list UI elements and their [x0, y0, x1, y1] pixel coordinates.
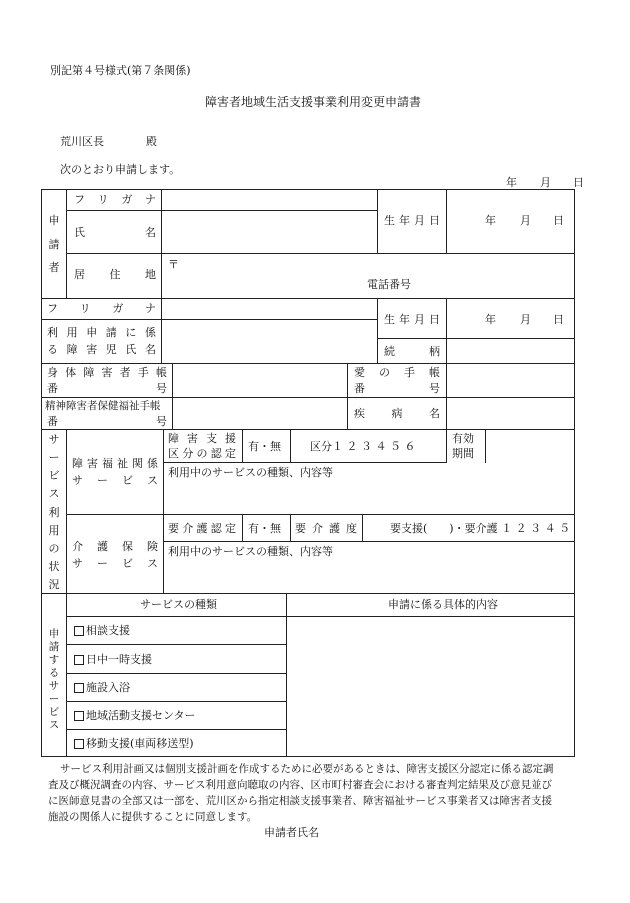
applicant-furigana-label: フ リ ガ ナ [74, 193, 156, 206]
service-item[interactable]: 日中一時支援 [74, 653, 152, 666]
consent-line-2: 査及び概況調査の内容、サービス利用意向聴取の内容、区市町村審査会における審査判定結果及び意見並び [48, 779, 552, 791]
request-detail-header: 申請に係る具体的内容 [388, 598, 498, 611]
valid-period-label-line1: 有効 [452, 432, 474, 445]
checkbox-icon[interactable] [74, 626, 84, 636]
care-level-label: 要 介 護 度 [295, 522, 357, 535]
child-furigana-label: フ リ ガ ナ [47, 302, 156, 315]
applicant-side-label: 申 請 者 [48, 214, 60, 274]
child-birth-year: 年 [485, 313, 496, 326]
relationship-label: 続 柄 [384, 345, 440, 358]
care-cert-label: 要 介 護 認 定 [168, 522, 236, 535]
addressee: 荒川区長 [60, 135, 104, 148]
valid-period-label-line2: 期間 [452, 447, 474, 460]
child-birth-label: 生 年 月 日 [384, 313, 440, 326]
welfare-service-label-line2: サ ー ビ ス [72, 474, 158, 487]
honorific: 殿 [146, 135, 157, 148]
applicant-birth-day: 日 [553, 214, 564, 227]
consent-line-3: に医師意見書の全部又は一部を、荒川区から指定相談支援事業者、障害福祉サービス事業者又は障害者支援 [48, 795, 552, 807]
mental-card-label-line1: 精神障害者保健福祉手帳 [45, 400, 161, 412]
child-name-label-line2: る 障 害 児 氏 名 [47, 343, 156, 356]
phone-label: 電話番号 [367, 278, 411, 291]
service-item[interactable]: 施設入浴 [74, 681, 130, 694]
applicant-name-label: 氏 名 [74, 226, 156, 239]
consent-line-4: 施設の関係人に提供することに同意します。 [48, 811, 258, 823]
support-cert-label-line2: 区 分 の 認 定 [168, 447, 236, 460]
service-item[interactable]: 相談支援 [74, 624, 130, 637]
welfare-in-use-label: 利用中のサービスの種類、内容等 [168, 466, 333, 479]
checkbox-icon[interactable] [74, 683, 84, 693]
checkbox-icon[interactable] [74, 655, 84, 665]
consent-line-1: サービス利用計画又は個別支援計画を作成するために必要があるときは、障害支援区分認定に係る認定調 [60, 763, 554, 775]
checkbox-icon[interactable] [74, 711, 84, 721]
applicant-address-label: 居 住 地 [74, 268, 156, 281]
support-category-options[interactable]: 区分１ ２ ３ ４ ５ ６ [310, 440, 416, 453]
ai-card-label-line1: 愛 の 手 帳 [354, 366, 440, 379]
service-item[interactable]: 地域活動支援センター [74, 709, 196, 722]
intro-text: 次のとおり申請します。 [60, 163, 181, 176]
support-cert-label-line1: 障 害 支 援 [168, 432, 236, 445]
child-birth-day: 日 [553, 313, 564, 326]
usage-side-label: サ ー ビ ス 利 用 の 状 況 [48, 433, 60, 591]
ai-card-label-line2: 番 号 [354, 382, 440, 395]
care-cert-yes-no[interactable]: 有・無 [248, 522, 281, 535]
child-name-label-line1: 利 用 申 請 に 係 [47, 326, 156, 339]
request-side-label: 申 請 す る サ ー ビ ス [48, 628, 60, 731]
service-item[interactable]: 移動支援(車両移送型) [74, 737, 194, 750]
date-day-label: 日 [573, 176, 584, 189]
care-service-label-line1: 介 護 保 険 [72, 540, 158, 553]
physical-card-label-line1: 身 体 障 害 者 手 帳 [47, 366, 167, 379]
applicant-birth-month: 月 [520, 214, 531, 227]
service-type-header: サービスの種類 [140, 598, 217, 611]
date-month-label: 月 [540, 176, 551, 189]
care-level-options[interactable]: 要支援( )・要介護 １ ２ ３ ４ ５ [390, 522, 571, 535]
form-number: 別記第４号様式(第７条関係) [50, 64, 191, 77]
applicant-birth-label: 生 年 月 日 [384, 214, 440, 227]
mental-card-label-line2: 番 号 [47, 415, 167, 428]
applicant-birth-year: 年 [485, 214, 496, 227]
support-cert-yes-no[interactable]: 有・無 [248, 440, 281, 453]
request-detail-area[interactable] [287, 617, 574, 756]
care-service-label-line2: サ ー ビ ス [72, 557, 158, 570]
postal-mark: 〒 [168, 258, 179, 271]
physical-card-label-line2: 番 号 [47, 382, 167, 395]
signature-label: 申請者氏名 [264, 826, 319, 839]
welfare-service-label-line1: 障 害 福 祉 関 係 [72, 457, 158, 470]
form-title: 障害者地域生活支援事業利用変更申請書 [205, 95, 422, 109]
disease-label: 疾 病 名 [354, 407, 440, 420]
checkbox-icon[interactable] [74, 739, 84, 749]
date-year-label: 年 [506, 176, 517, 189]
child-birth-month: 月 [520, 313, 531, 326]
care-in-use-label: 利用中のサービスの種類、内容等 [168, 545, 333, 558]
